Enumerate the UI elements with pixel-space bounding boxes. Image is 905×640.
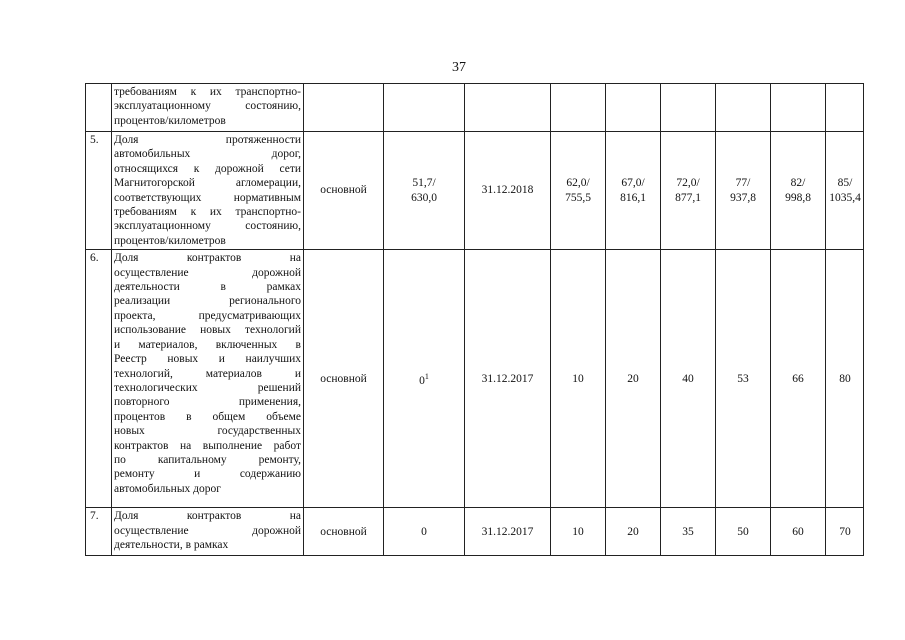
indicator-name-line: процентов/километров — [114, 234, 226, 247]
year-value: 72,0/ 877,1 — [661, 132, 716, 250]
year-value: 77/ 937,8 — [716, 132, 771, 250]
indicator-name-line: осуществление дорожной — [114, 266, 301, 279]
base-date: 31.12.2018 — [465, 132, 551, 250]
footnote-mark: 1 — [424, 371, 429, 381]
indicator-name-line: деятельности, в рамках — [114, 539, 229, 552]
base-value — [384, 84, 465, 132]
year-value: 70 — [826, 508, 864, 556]
table-row — [86, 84, 864, 132]
indicator-name-line: новых государственных — [114, 425, 301, 438]
year-value: 35 — [661, 508, 716, 556]
base-date: 31.12.2017 — [465, 250, 551, 508]
year-value: 40 — [661, 250, 716, 508]
row-number: 5. — [86, 132, 112, 250]
indicator-name-line: относящихся к дорожной сети — [114, 162, 301, 175]
indicator-name-line: и материалов, включенных в — [114, 338, 301, 351]
base-value: $0^1$ — [384, 250, 465, 508]
indicator-name-line: автомобильных дорог — [114, 482, 221, 495]
table-row — [86, 132, 864, 250]
year-value: 62,0/ 755,5 — [551, 132, 606, 250]
year-value: 67,0/ 816,1 — [606, 132, 661, 250]
indicator-name-line: эксплуатационному состоянию, — [114, 100, 301, 113]
indicator-name — [112, 84, 304, 132]
indicator-type — [304, 84, 384, 132]
indicator-name-line: проекта, предусматривающих — [114, 309, 301, 322]
indicator-name-line: Доля протяженности — [114, 134, 301, 146]
indicator-type: основной — [304, 250, 384, 508]
indicator-name — [112, 250, 304, 508]
year-value: 85/ 1035,4 — [826, 132, 864, 250]
table-row — [86, 508, 864, 556]
year-value — [716, 84, 771, 132]
indicator-name-line: процентов в общем объеме — [114, 410, 301, 423]
base-date — [465, 84, 551, 132]
year-value: 10 — [551, 250, 606, 508]
year-value: 20 — [606, 250, 661, 508]
indicator-name-line: Реестр новых и наилучших — [114, 353, 301, 366]
row-number: 7. — [86, 508, 112, 556]
indicator-name-line: Доля контрактов на — [114, 252, 301, 265]
indicator-name-line: эксплуатационному состоянию, — [114, 220, 301, 233]
indicator-name-line: соответствующих нормативным — [114, 191, 301, 204]
indicator-name-line: контрактов на выполнение работ — [114, 439, 301, 452]
indicator-name-line: автомобильных дорог, — [114, 148, 301, 161]
year-value — [661, 84, 716, 132]
row-number — [86, 84, 112, 132]
indicator-name-line: технологических решений — [114, 381, 301, 394]
indicator-name-line: деятельности в рамках — [114, 281, 301, 294]
indicator-name-line: реализации регионального — [114, 295, 301, 308]
indicator-name-line: Доля контрактов на — [114, 510, 301, 523]
page-number: 37 — [452, 60, 466, 75]
indicator-name — [112, 508, 304, 556]
indicator-name-line: повторного применения, — [114, 396, 301, 409]
year-value: 66 — [771, 250, 826, 508]
year-value: 20 — [606, 508, 661, 556]
indicator-name — [112, 132, 304, 250]
base-date: 31.12.2017 — [465, 508, 551, 556]
year-value: 10 — [551, 508, 606, 556]
indicators-table — [85, 83, 864, 556]
year-value — [826, 84, 864, 132]
year-value: 50 — [716, 508, 771, 556]
table-row — [86, 250, 864, 508]
indicator-name-line: технологий, материалов и — [114, 367, 301, 380]
indicator-name-line: требованиям к их транспортно- — [114, 86, 301, 98]
indicator-name-line: процентов/километров — [114, 114, 226, 127]
year-value — [771, 84, 826, 132]
year-value — [551, 84, 606, 132]
year-value — [606, 84, 661, 132]
indicator-name-line: Магнитогорской агломерации, — [114, 177, 301, 190]
indicator-name-line: использование новых технологий — [114, 324, 301, 337]
year-value: 53 — [716, 250, 771, 508]
indicator-type: основной — [304, 132, 384, 250]
indicator-type: основной — [304, 508, 384, 556]
year-value: 80 — [826, 250, 864, 508]
row-number: 6. — [86, 250, 112, 508]
base-value: 51,7/ 630,0 — [384, 132, 465, 250]
year-value: 60 — [771, 508, 826, 556]
indicator-name-line: ремонту и содержанию — [114, 468, 301, 481]
indicator-name-line: требованиям к их транспортно- — [114, 206, 301, 219]
indicator-name-line: по капитальному ремонту, — [114, 453, 301, 466]
base-value: 0 — [384, 508, 465, 556]
indicator-name-line: осуществление дорожной — [114, 524, 301, 537]
year-value: 82/ 998,8 — [771, 132, 826, 250]
